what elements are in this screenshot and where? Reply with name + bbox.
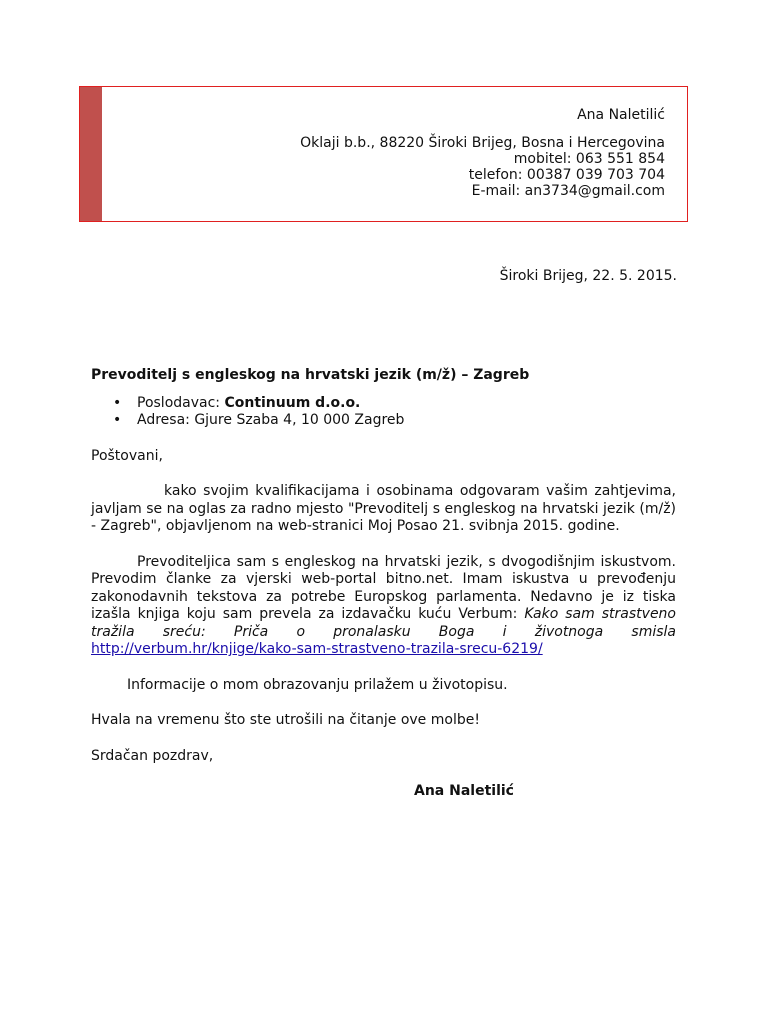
sender-address: Oklaji b.b., 88220 Široki Brijeg, Bosna i Hercegovina <box>300 135 665 151</box>
contact-header-box <box>79 86 688 222</box>
list-item <box>113 412 676 430</box>
greeting: Poštovani, <box>91 447 163 464</box>
list-item <box>113 394 676 413</box>
letter-body <box>91 367 676 801</box>
header-accent-bar <box>80 87 102 221</box>
job-details-list <box>91 395 676 430</box>
signature: Ana Naletilić <box>414 783 514 799</box>
contact-details <box>300 107 665 199</box>
bullet-icon: • <box>113 394 122 411</box>
paragraph-education: Informacije o mom obrazovanju prilažem u životopisu. <box>127 676 508 693</box>
book-title: Kako sam strastveno tražila sreću: Priča o pronalasku Boga i životnoga smisla <box>91 606 676 640</box>
employer-address: Adresa: Gjure Szaba 4, 10 000 Zagreb <box>137 412 405 428</box>
letter-date: Široki Brijeg, 22. 5. 2015. <box>499 268 677 284</box>
sender-email: E-mail: an3734@gmail.com <box>471 183 665 199</box>
employer-name: Continuum d.o.o. <box>224 394 361 411</box>
book-link[interactable]: http://verbum.hr/knjige/kako-sam-strastveno-trazila-srecu-6219/ <box>91 641 543 657</box>
thanks-line: Hvala na vremenu što ste utrošili na čitanje ove molbe! <box>91 712 480 728</box>
closing-line: Srdačan pozdrav, <box>91 747 214 764</box>
sender-mobile: mobitel: 063 551 854 <box>513 151 665 167</box>
sender-name: Ana Naletilić <box>577 107 665 123</box>
job-title: Prevoditelj s engleskog na hrvatski jezik (m/ž) – Zagreb <box>91 367 530 383</box>
paragraph-experience <box>91 554 676 659</box>
paragraph-intro: kako svojim kvalifikacijama i osobinama odgovaram vašim zahtjevima, javljam se na oglas za radno mjesto "Prevoditelj s engleskog na hrvatski jezik (m/ž) - Zagreb", objavljenom na web-stranici Moj Posao 21. svibnja 2015. godine. <box>91 483 676 534</box>
bullet-icon: • <box>113 412 122 428</box>
experience-text: Prevoditeljica sam s engleskog na hrvatski jezik, s dvogodišnjim iskustvom. Prevodim članke za vjerski web-portal bitno.net. Imam iskustva u prevođenju zakonodavnih tekstova za potrebe Europskog parlamenta. Nedavno je iz tiska izašla knjiga koju sam prevela za izdavačku kuću Verbum: <box>91 553 676 622</box>
sender-phone: telefon: 00387 039 703 704 <box>468 167 665 183</box>
employer-label: Poslodavac: <box>137 394 225 411</box>
